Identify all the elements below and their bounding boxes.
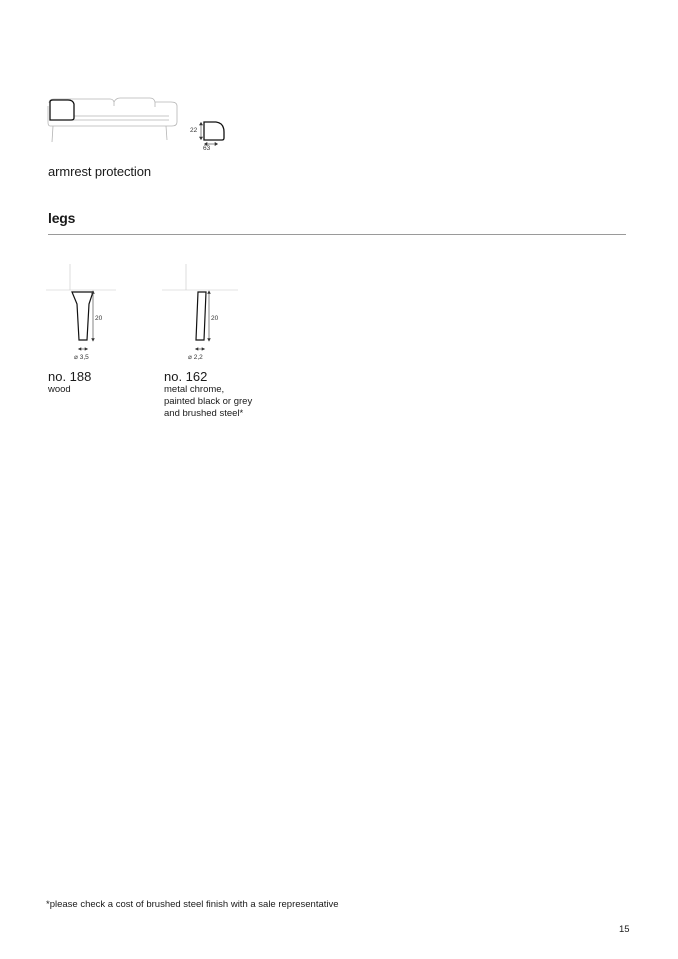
leg-162-caption xyxy=(164,369,252,420)
leg-162-height-label: 20 xyxy=(211,315,219,322)
armrest-cover-shape xyxy=(50,100,74,120)
footnote: *please check a cost of brushed steel finish with a sale representative xyxy=(46,899,339,910)
leg-188-height-label: 20 xyxy=(95,315,103,322)
leg-description-line: painted black or grey xyxy=(164,396,253,407)
section-divider xyxy=(48,234,626,235)
leg-162-drawing xyxy=(160,264,240,354)
armrest-detail-drawing xyxy=(196,118,228,152)
legs-heading: legs xyxy=(48,210,76,226)
sofa-illustration xyxy=(46,96,181,146)
page-number: 15 xyxy=(619,924,630,935)
leg-description-line: metal chrome, xyxy=(164,384,225,395)
leg-188-caption xyxy=(48,369,91,396)
leg-188-drawing xyxy=(46,264,116,354)
leg-description-line: wood xyxy=(48,384,71,395)
leg-number: no. 188 xyxy=(48,369,92,384)
armrest-width-label: 63 xyxy=(203,145,211,152)
armrest-caption: armrest protection xyxy=(48,164,151,179)
leg-description-line: and brushed steel* xyxy=(164,408,244,419)
leg-188-diameter-label: ⌀ 3,5 xyxy=(74,354,89,361)
leg-number: no. 162 xyxy=(164,369,208,384)
leg-162-diameter-label: ⌀ 2,2 xyxy=(188,354,203,361)
armrest-height-label: 22 xyxy=(190,127,198,134)
